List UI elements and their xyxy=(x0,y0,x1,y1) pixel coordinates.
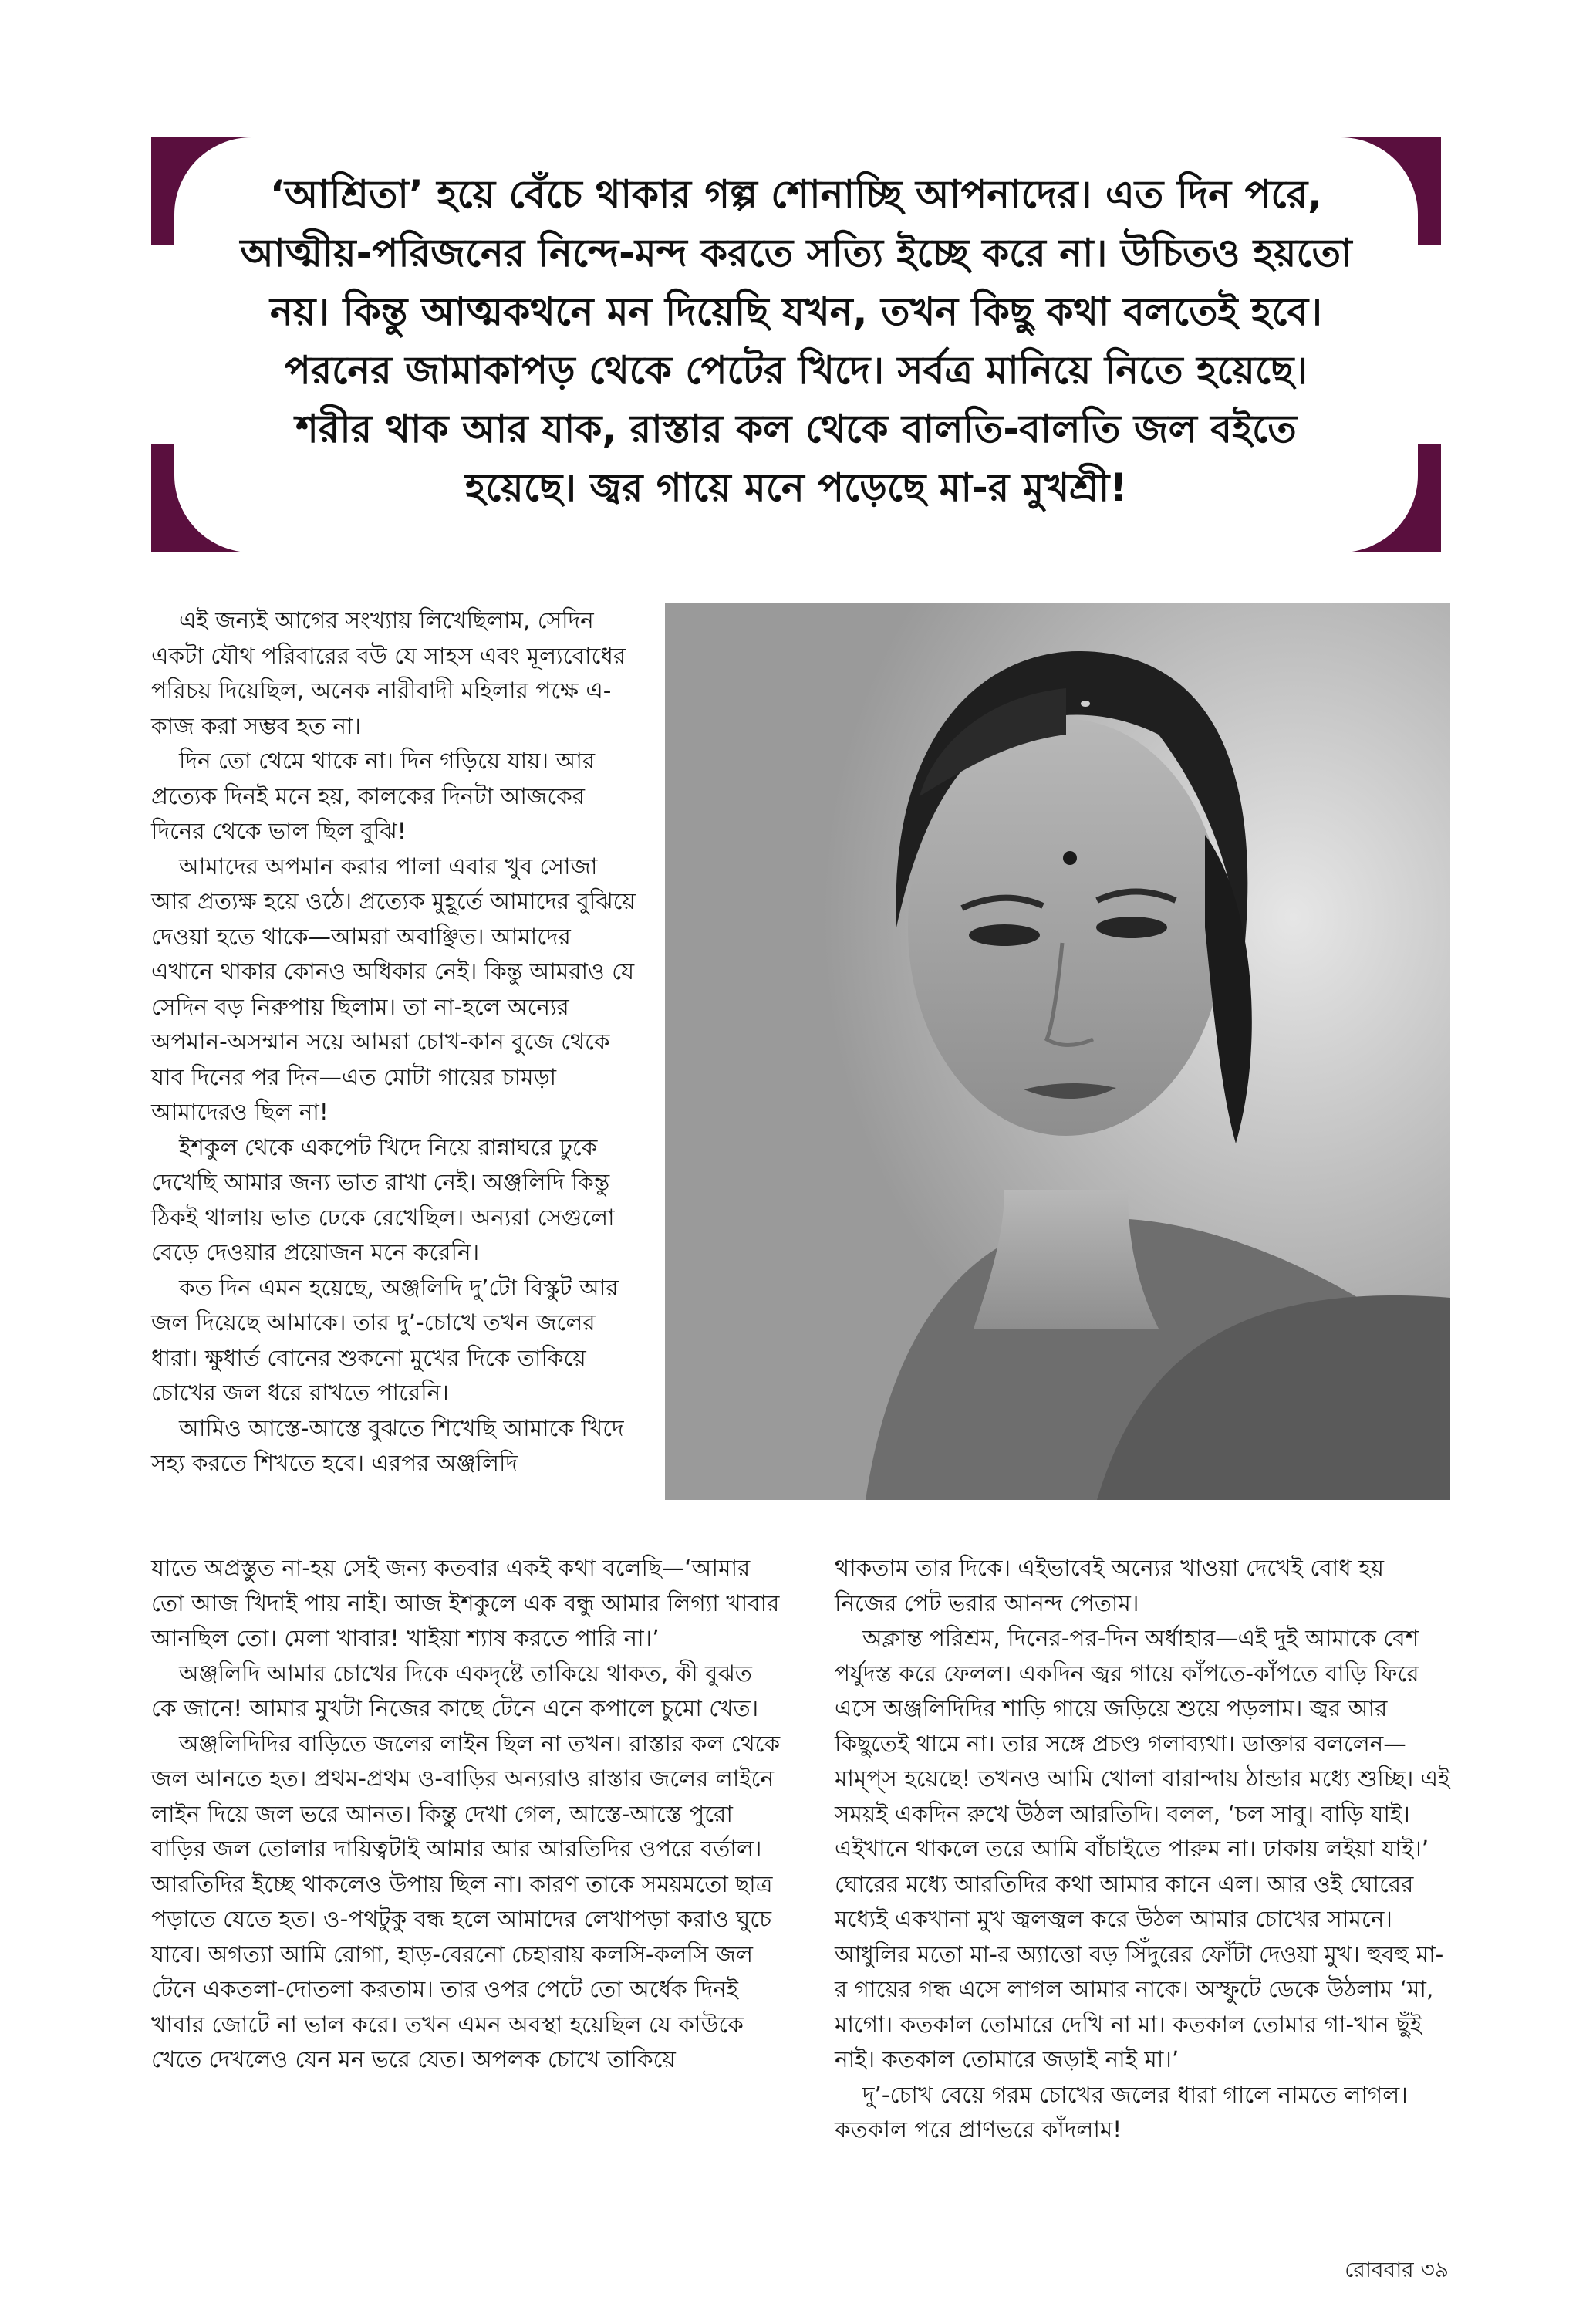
pull-quote-line: শরীর থাক আর যাক, রাস্তার কল থেকে বালতি-বালতি জল বইতে xyxy=(295,407,1297,451)
article-paragraph: দিন তো থেমে থাকে না। দিন গড়িয়ে যায়। আর প্রত্যেক দিনই মনে হয়, কালকের দিনটা আজকের দিনের থেকে ভাল ছিল বুঝি! xyxy=(151,748,596,844)
article-column-left-bottom xyxy=(151,1551,784,2078)
article-column-right xyxy=(835,1551,1452,2148)
article-paragraph: যাতে অপ্রস্তুত না-হয় সেই জন্য কতবার একই কথা বলেছি—‘আমার তো আজ খিদাই পায় নাই। আজ ইশকুলে এক বন্ধু আমার লিগ্যা খাবার আনছিল তো। মেলা খাবার! খাইয়া শ্যাষ করতে পারি না।’ xyxy=(151,1555,780,1651)
page-footer-label: রোববার ৩৯ xyxy=(1345,2257,1449,2282)
pull-quote-line: হয়েছে। জ্বর গায়ে মনে পড়েছে মা-র মুখশ্রী! xyxy=(464,465,1128,510)
article-paragraph: অক্লান্ত পরিশ্রম, দিনের-পর-দিন অর্ধাহার—এই দুই আমাকে বেশ পর্যুদস্ত করে ফেলল। একদিন জ্বর গায়ে কাঁপতে-কাঁপতে বাড়ি ফিরে এসে অঞ্জলিদিদির শাড়ি গায়ে জড়িয়ে শুয়ে পড়লাম। জ্বর আর কিছুতেই থামে না। তার সঙ্গে প্রচণ্ড গলাব্যথা। ডাক্তার বললেন—মাম্প্‌স হয়েছে! তখনও আমি খোলা বারান্দায় ঠান্ডার মধ্যে শুচ্ছি। এই সময়ই একদিন রুখে উঠল আরতিদি। বলল, ‘চল সাবু। বাড়ি যাই। এইখানে থাকলে তরে আমি বাঁচাইতে পারুম না। ঢাকায় লইয়া যাই।’ ঘোরের মধ্যে আরতিদির কথা আমার কানে এল। আর ওই ঘোরের মধ্যেই একখানা মুখ জ্বলজ্বল করে উঠল আমার চোখের সামনে। আধুলির মতো মা-র অ্যাত্তো বড় সিঁদুরের ফোঁটা দেওয়া মুখ। হুবহু মা-র গায়ের গন্ধ এসে লাগল আমার নাকে। অস্ফুটে ডেকে উঠলাম ‘মা, মাগো। কতকাল তোমারে দেখি না মা। কতকাল তোমার গা-খান ছুঁই নাই। কতকাল তোমারে জড়াই নাই মা।’ xyxy=(835,1625,1450,2072)
article-paragraph: ইশকুল থেকে একপেট খিদে নিয়ে রান্নাঘরে ঢুকে দেখেছি আমার জন্য ভাত রাখা নেই। অঞ্জলিদি কিন্তু ঠিকই থালায় ভাত ঢেকে রেখেছিল। অন্যরা সেগুলো বেড়ে দেওয়ার প্রয়োজন মনে করেনি। xyxy=(151,1133,615,1265)
article-paragraph: আমাদের অপমান করার পালা এবার খুব সোজা আর প্রত্যক্ষ হয়ে ওঠে। প্রত্যেক মুহূর্তে আমাদের বুঝিয়ে দেওয়া হতে থাকে—আমরা অবাঞ্ছিত। আমাদের এখানে থাকার কোনও অধিকার নেই। কিন্তু আমরাও যে সেদিন বড় নিরুপায় ছিলাম। তা না-হলে অন্যের অপমান-অসম্মান সয়ে আমরা চোখ-কান বুজে থেকে যাব দিনের পর দিন—এত মোটা গায়ের চামড়া আমাদেরও ছিল না! xyxy=(151,853,636,1125)
pull-quote-box xyxy=(151,137,1441,552)
pull-quote-line: আত্মীয়-পরিজনের নিন্দে-মন্দ করতে সত্যি ইচ্ছে করে না। উচিতও হয়তো xyxy=(240,231,1352,275)
article-paragraph: এই জন্যই আগের সংখ্যায় লিখেছিলাম, সেদিন একটা যৌথ পরিবারের বউ যে সাহস এবং মূল্যবোধের পরিচয় দিয়েছিল, অনেক নারীবাদী মহিলার পক্ষে এ-কাজ করা সম্ভব হত না। xyxy=(151,607,626,739)
article-paragraph: থাকতাম তার দিকে। এইভাবেই অন্যের খাওয়া দেখেই বোধ হয় নিজের পেট ভরার আনন্দ পেতাম। xyxy=(835,1555,1384,1616)
article-paragraph: আমিও আস্তে-আস্তে বুঝতে শিখেছি আমাকে খিদে সহ্য করতে শিখতে হবে। এরপর অঞ্জলিদি xyxy=(151,1414,624,1476)
pull-quote-line: পরনের জামাকাপড় থেকে পেটের খিদে। সর্বত্র মানিয়ে নিতে হয়েছে। xyxy=(284,348,1308,393)
article-paragraph: দু’-চোখ বেয়ে গরম চোখের জলের ধারা গালে নামতে লাগল। কতকাল পরে প্রাণভরে কাঁদলাম! xyxy=(835,2081,1408,2143)
article-paragraph: অঞ্জলিদি আমার চোখের দিকে একদৃষ্টে তাকিয়ে থাকত, কী বুঝত কে জানে! আমার মুখটা নিজের কাছে টেনে এনে কপালে চুমো খেত। xyxy=(151,1660,759,1721)
portrait-photo xyxy=(665,603,1450,1500)
pull-quote-line: ‘আশ্রিতা’ হয়ে বেঁচে থাকার গল্প শোনাচ্ছি আপনাদের। এত দিন পরে, xyxy=(269,172,1323,217)
pull-quote-line: নয়। কিন্তু আত্মকথনে মন দিয়েছি যখন, তখন কিছু কথা বলতেই হবে। xyxy=(269,289,1322,334)
article-paragraph: কত দিন এমন হয়েছে, অঞ্জলিদি দু’টো বিস্কুট আর জল দিয়েছে আমাকে। তার দু’-চোখে তখন জলের ধারা। ক্ষুধার্ত বোনের শুকনো মুখের দিকে তাকিয়ে চোখের জল ধরে রাখতে পারেনি। xyxy=(151,1274,619,1406)
article-paragraph: অঞ্জলিদিদির বাড়িতে জলের লাইন ছিল না তখন। রাস্তার কল থেকে জল আনতে হত। প্রথম-প্রথম ও-বাড়ির অন্যরাও রাস্তার জলের লাইনে লাইন দিয়ে জল ভরে আনত। কিন্তু দেখা গেল, আস্তে-আস্তে পুরো বাড়ির জল তোলার দায়িত্বটাই আমার আর আরতিদির ওপরে বর্তাল। আরতিদির ইচ্ছে থাকলেও উপায় ছিল না। কারণ তাকে সময়মতো ছাত্র পড়াতে যেতে হত। ও-পথটুকু বন্ধ হলে আমাদের লেখাপড়া করাও ঘুচে যাবে। অগত্যা আমি রোগা, হাড়-বেরনো চেহারায় কলসি-কলসি জল টেনে একতলা-দোতলা করতাম। তার ওপর পেটে তো অর্ধেক দিনই খাবার জোটে না ভাল করে। তখন এমন অবস্থা হয়েছিল যে কাউকে খেতে দেখলেও যেন মন ভরে যেত। অপলক চোখে তাকিয়ে xyxy=(151,1730,781,2072)
pull-quote-text xyxy=(221,165,1372,517)
article-column-left-top xyxy=(151,603,637,1481)
